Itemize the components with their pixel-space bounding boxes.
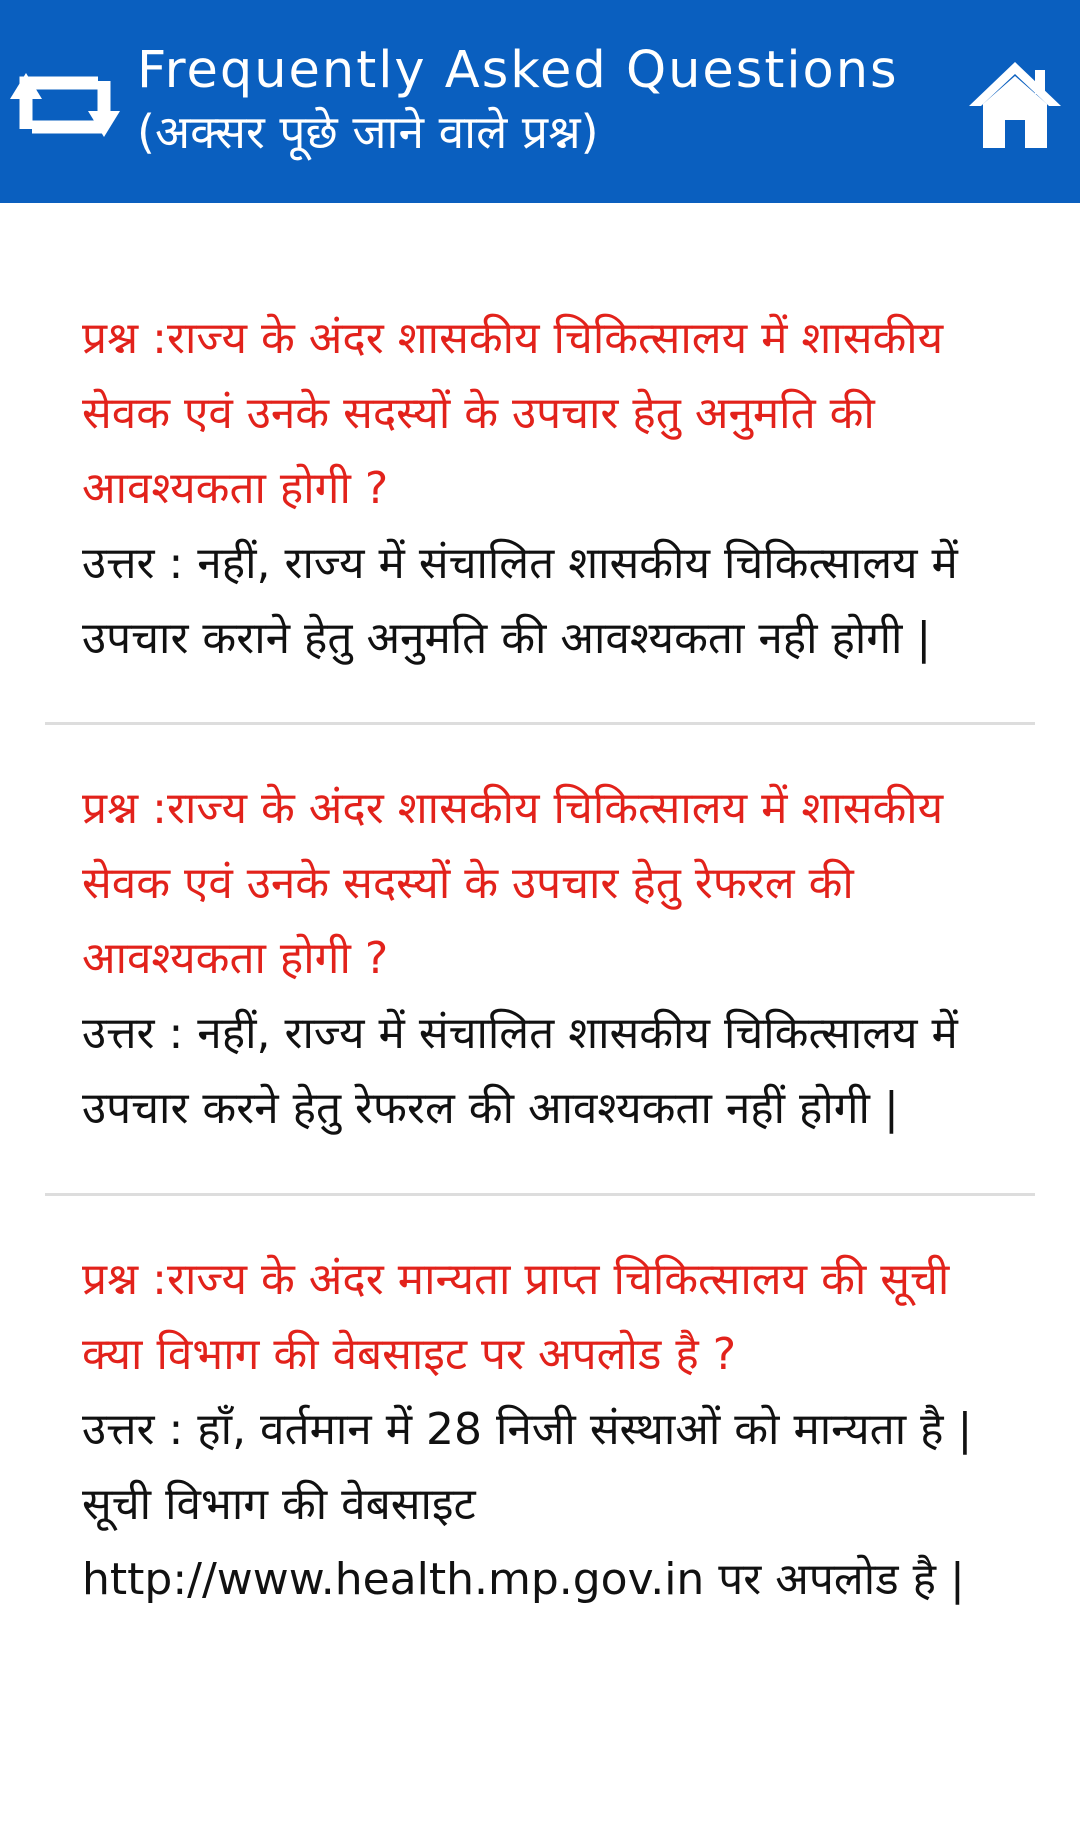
faq-question: प्रश्न :राज्य के अंदर शासकीय चिकित्सालय में शासकीय सेवक एवं उनके सदस्यों के उपचार हेतु रेफरल की आवश्यकता होगी ? (82, 783, 944, 984)
home-button[interactable] (950, 50, 1080, 160)
home-icon (967, 60, 1063, 150)
faq-question: प्रश्न :राज्य के अंदर मान्यता प्राप्त चिकित्सालय की सूची क्या विभाग की वेबसाइट पर अपलोड है ? (82, 1254, 950, 1380)
title-hindi: (अक्सर पूछे जाने वाले प्रश्न) (137, 105, 599, 159)
faq-item (45, 1196, 1035, 1617)
app-bar (0, 0, 1080, 203)
page-title (137, 40, 937, 162)
refresh-icon (6, 65, 124, 145)
faq-answer: उत्तर : नहीं, राज्य में संचालित शासकीय चिकित्सालय में उपचार करने हेतु रेफरल की आवश्यकता नहीं होगी | (82, 1008, 958, 1134)
faq-question: प्रश्न :राज्य के अंदर शासकीय चिकित्सालय में शासकीय सेवक एवं उनके सदस्यों के उपचार हेतु अनुमति की आवश्यकता होगी ? (82, 313, 944, 514)
title-english: Frequently Asked Questions (137, 41, 899, 100)
faq-answer: उत्तर : हाँ, वर्तमान में 28 निजी संस्थाओं को मान्यता है | सूची विभाग की वेबसाइट http://www.health.mp.gov.in पर अपलोड है | (82, 1404, 973, 1605)
faq-item (45, 725, 1035, 1196)
faq-answer: उत्तर : नहीं, राज्य में संचालित शासकीय चिकित्सालय में उपचार कराने हेतु अनुमति की आवश्यकता नही होगी | (82, 538, 958, 664)
faq-item (45, 203, 1035, 725)
faq-list[interactable] (0, 203, 1080, 1848)
refresh-button[interactable] (0, 50, 130, 160)
